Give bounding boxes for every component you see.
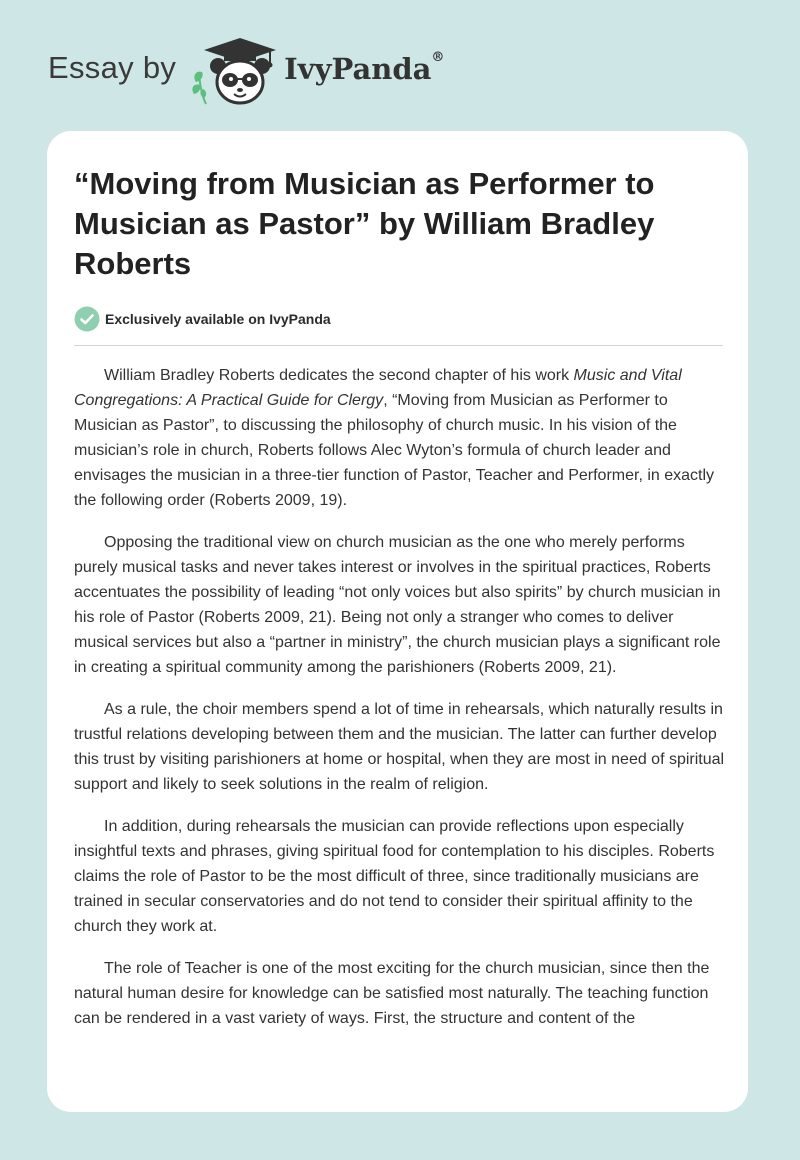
site-header <box>48 34 444 110</box>
registered-mark: ® <box>431 50 445 65</box>
paragraph-5: The role of Teacher is one of the most exciting for the church musician, since then the natural human desire for knowledge can be satisfied most naturally. The teaching function can be rendered in a vast variety of ways. First, the structure and content of the <box>74 960 710 1027</box>
essay-card <box>47 131 748 1112</box>
essay-body <box>74 363 726 1048</box>
panda-logo-icon[interactable] <box>190 36 280 108</box>
essay-title: “Moving from Musician as Performer to Musician as Pastor” by William Bradley Roberts <box>74 166 655 281</box>
essay-by-label: Essay by <box>48 50 177 85</box>
paragraph-1-intro: William Bradley Roberts dedicates the second chapter of his work <box>104 367 574 384</box>
paragraph-4: In addition, during rehearsals the musician can provide reflections upon especially insightful texts and phrases, giving spiritual food for contemplation to his disciples. Roberts claims the role of Pastor to be the most difficult of three, since traditionally musicians are trained in secular conservatories and do not tend to consider their spiritual affinity to the church they work at. <box>74 818 715 935</box>
paragraph-2: Opposing the traditional view on church musician as the one who merely performs purely musical tasks and never takes interest or involves in the spiritual practices, Roberts accentuates the possibility of leading “not only voices but also spirits” by church musician in his role of Pastor (Roberts 2009, 21). Being not only a stranger who comes to deliver musical services but also a “partner in ministry”, the church musician plays a significant role in creating a spiritual community among the parishioners (Roberts 2009, 21). <box>74 534 721 676</box>
title-divider <box>74 345 723 346</box>
brand-name[interactable] <box>284 52 444 86</box>
paragraph-1-rest: , “Moving from Musician as Performer to Musician as Pastor”, to discussing the philosophy of church music. In his vision of the musician’s role in church, Roberts follows Alec Wyton’s formula of church leader and envisages the musician in a three-tier function of Pastor, Teacher and Performer, in exactly the following order (Roberts 2009, 19). <box>74 392 715 509</box>
book-title: Music and Vital Congregations: A Practical Guide for Clergy <box>74 367 682 409</box>
paragraph-3: As a rule, the choir members spend a lot of time in rehearsals, which naturally results in trustful relations developing between them and the musician. The latter can further develop this trust by visiting parishioners at home or hospital, when they are most in need of spiritual support and likely to seek solutions in the realm of religion. <box>74 701 725 793</box>
check-circle-icon <box>74 306 100 332</box>
exclusive-badge-text: Exclusively available on IvyPanda <box>105 311 331 327</box>
brand-text: IvyPanda <box>284 52 432 86</box>
exclusive-badge <box>74 306 331 332</box>
paragraph-1 <box>74 363 726 513</box>
